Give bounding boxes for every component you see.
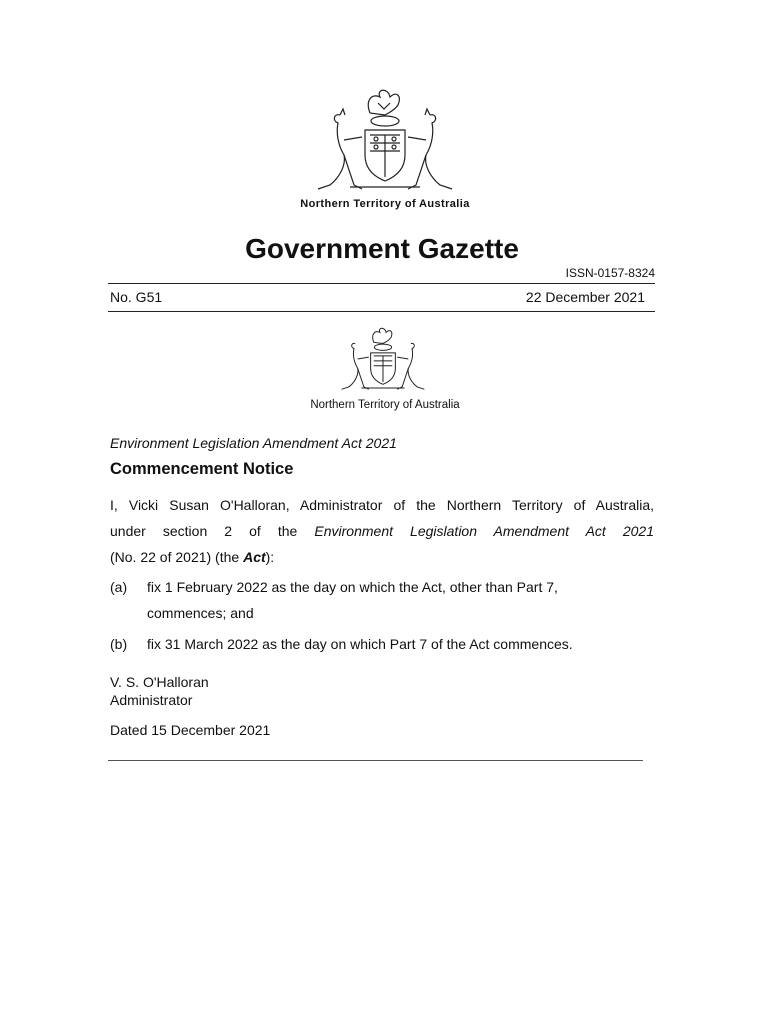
notice-intro: [110, 492, 654, 570]
coat-of-arms-small-icon: [335, 325, 431, 393]
item-text-line-1: fix 1 February 2022 as the day on which the Act, other than Part 7,: [147, 579, 558, 595]
signatory-name: V. S. O'Halloran: [110, 674, 209, 690]
item-text: [147, 574, 647, 626]
intro-line-3-prefix: (No. 22 of 2021) (the: [110, 549, 244, 565]
page-title: Government Gazette: [245, 233, 519, 264]
item-label: (b): [110, 636, 128, 652]
defined-term: Act: [243, 549, 266, 565]
notice-heading: Commencement Notice: [110, 460, 294, 478]
item-text: fix 31 March 2022 as the day on which Part 7 of the Act commences.: [147, 636, 573, 652]
issue-number: No. G51: [110, 289, 163, 305]
header-rule-top: [108, 283, 655, 284]
item-label: (a): [110, 579, 128, 595]
intro-line-3: [110, 544, 654, 570]
item-text-line-2: commences; and: [147, 605, 254, 621]
intro-line-2: [110, 518, 654, 544]
territory-label-small: Northern Territory of Australia: [310, 399, 460, 411]
header-rule-bottom: [108, 311, 655, 312]
act-title: Environment Legislation Amendment Act 2021: [110, 435, 397, 451]
intro-line-1: I, Vicki Susan O'Halloran, Administrator of the Northern Territory of Australia,: [110, 497, 654, 513]
end-rule: [108, 760, 643, 761]
issn-number: ISSN-0157-8324: [565, 266, 655, 280]
territory-label-top: Northern Territory of Australia: [300, 198, 470, 210]
signatory-role: Administrator: [110, 692, 193, 708]
dated-line: Dated 15 December 2021: [110, 722, 271, 738]
intro-line-3-suffix: ):: [265, 549, 275, 565]
intro-act-name: Environment Legislation Amendment Act 2021: [314, 523, 654, 539]
coat-of-arms-icon: [310, 85, 460, 195]
issue-date: 22 December 2021: [525, 289, 645, 305]
intro-line-2-prefix: under section 2 of the: [110, 523, 315, 539]
